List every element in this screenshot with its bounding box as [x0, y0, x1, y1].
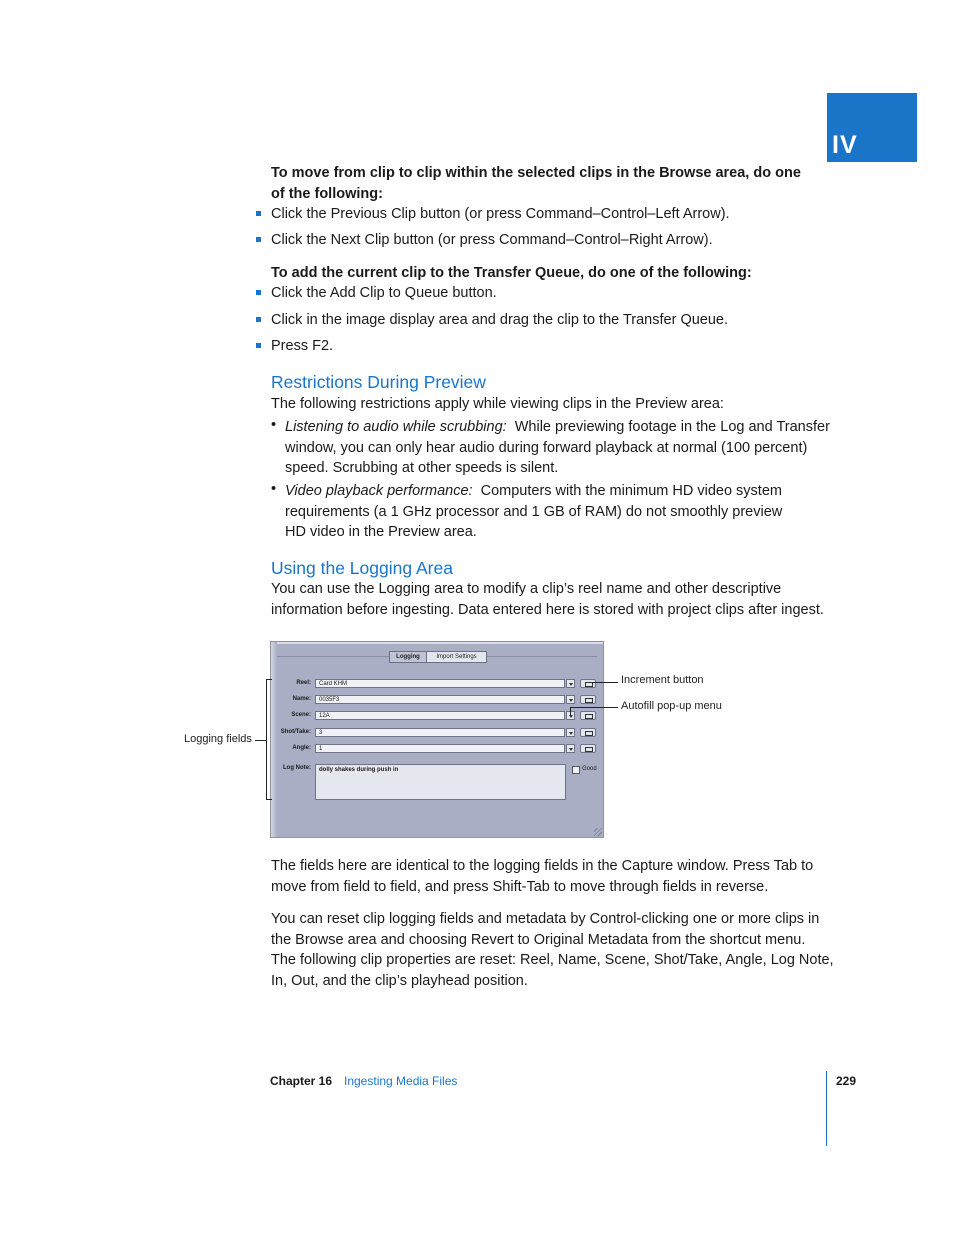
square-bullet-icon	[256, 317, 261, 322]
autofill-dropdown[interactable]	[566, 695, 575, 704]
shot-take-field[interactable]: 3	[315, 728, 565, 737]
paragraph-line: You can reset clip logging fields and metadata by Control-clicking one or more clips in	[271, 911, 820, 927]
footer-chapter: Chapter 16	[270, 1074, 333, 1088]
paragraph-line: the Browse area and choosing Revert to Original Metadata from the shortcut menu.	[271, 931, 806, 948]
list-item: Press F2.	[271, 338, 334, 354]
increment-button[interactable]	[580, 744, 596, 753]
tab-logging[interactable]: Logging	[390, 652, 427, 662]
autofill-dropdown[interactable]	[566, 728, 575, 737]
square-bullet-icon	[256, 343, 261, 348]
restrictions-heading: Restrictions During Preview	[271, 372, 486, 392]
angle-field[interactable]: 1	[315, 744, 565, 753]
part-tab	[827, 93, 917, 162]
callout-line	[570, 707, 571, 715]
logging-heading: Using the Logging Area	[271, 558, 453, 578]
increment-button-callout: Increment button	[621, 674, 704, 686]
reel-field[interactable]: Card KHM	[315, 679, 565, 688]
list-item: Click the Previous Clip button (or press Command–Control–Left Arrow).	[271, 206, 730, 222]
autofill-dropdown[interactable]	[566, 679, 575, 688]
log-note-field[interactable]: dolly shakes during push in	[315, 764, 566, 800]
restriction-term: Video playback performance:	[285, 483, 473, 499]
footer-chapter-title: Ingesting Media Files	[344, 1074, 458, 1088]
bracket-line	[266, 679, 272, 680]
increment-button[interactable]	[580, 711, 596, 720]
list-item: Click the Next Clip button (or press Command–Control–Right Arrow).	[271, 232, 713, 248]
paragraph-line: move from field to field, and press Shift-Tab to move through fields in reverse.	[271, 878, 769, 895]
autofill-menu-callout: Autofill pop-up menu	[621, 700, 722, 712]
part-tab-label: IV	[832, 131, 858, 159]
field-label: Shot/Take:	[280, 729, 311, 735]
bracket-line	[266, 799, 272, 800]
paragraph-line: The fields here are identical to the logging fields in the Capture window. Press Tab to	[271, 858, 814, 874]
field-label: Log Note:	[283, 765, 311, 771]
restriction-text: Computers with the minimum HD video system	[480, 483, 782, 499]
square-bullet-icon	[256, 237, 261, 242]
bracket-line	[266, 679, 267, 800]
field-label: Angle:	[292, 745, 311, 751]
increment-button[interactable]	[580, 695, 596, 704]
good-checkbox[interactable]	[572, 766, 580, 774]
field-label: Name:	[292, 696, 311, 702]
footer-divider	[826, 1071, 827, 1146]
restriction-text: requirements (a 1 GHz processor and 1 GB of RAM) do not smoothly preview	[285, 503, 783, 520]
restriction-term: Listening to audio while scrubbing:	[285, 419, 507, 435]
restriction-text: window, you can only hear audio during forward playback at normal (100 percent)	[285, 439, 808, 456]
list-item: Click the Add Clip to Queue button.	[271, 285, 497, 301]
logging-paragraph-1	[271, 579, 824, 620]
intro-line-1: To move from clip to clip within the selected clips in the Browse area, do one	[271, 165, 801, 181]
tab-import-settings[interactable]: Import Settings	[436, 654, 477, 660]
intro-line-2: of the following:	[271, 185, 383, 202]
square-bullet-icon	[256, 290, 261, 295]
page-number: 229	[836, 1074, 857, 1088]
field-label: Scene:	[291, 712, 311, 718]
restriction-text: speed. Scrubbing at other speeds is silent.	[285, 460, 559, 476]
resize-grip-icon[interactable]	[594, 828, 602, 836]
logging-paragraph-3	[271, 909, 834, 991]
square-bullet-icon	[256, 211, 261, 216]
bullet-icon: •	[271, 481, 277, 497]
paragraph-line: In, Out, and the clip’s playhead position.	[271, 972, 528, 989]
increment-button[interactable]	[580, 679, 596, 688]
restriction-item	[285, 417, 830, 479]
scene-field[interactable]: 12A	[315, 711, 565, 720]
logging-area-screenshot	[270, 641, 604, 838]
restrictions-intro: The following restrictions apply while viewing clips in the Preview area:	[271, 396, 724, 412]
tab-bar	[389, 651, 487, 663]
autofill-dropdown[interactable]	[566, 744, 575, 753]
restriction-text: While previewing footage in the Log and Transfer	[514, 419, 830, 435]
increment-button[interactable]	[580, 728, 596, 737]
callout-line	[255, 740, 266, 741]
bullet-icon: •	[271, 417, 277, 433]
good-label: Good	[582, 766, 597, 772]
paragraph-line: The following clip properties are reset: Reel, Name, Scene, Shot/Take, Angle, Log Note,	[271, 952, 834, 968]
transfer-queue-intro: To add the current clip to the Transfer Queue, do one of the following:	[271, 265, 752, 281]
paragraph-line: information before ingesting. Data entered here is stored with project clips after ingest.	[271, 601, 824, 618]
restriction-text: HD video in the Preview area.	[285, 524, 477, 540]
clip-navigation-intro	[271, 163, 801, 204]
callout-line	[592, 682, 618, 683]
list-item: Click in the image display area and drag the clip to the Transfer Queue.	[271, 312, 729, 328]
field-label: Reel:	[296, 680, 311, 686]
logging-fields-callout: Logging fields	[184, 733, 252, 745]
paragraph-line: You can use the Logging area to modify a clip’s reel name and other descriptive	[271, 581, 782, 597]
callout-line	[570, 707, 618, 708]
name-field[interactable]: 0035F3	[315, 695, 565, 704]
logging-paragraph-2	[271, 856, 813, 897]
restriction-item	[285, 481, 782, 543]
